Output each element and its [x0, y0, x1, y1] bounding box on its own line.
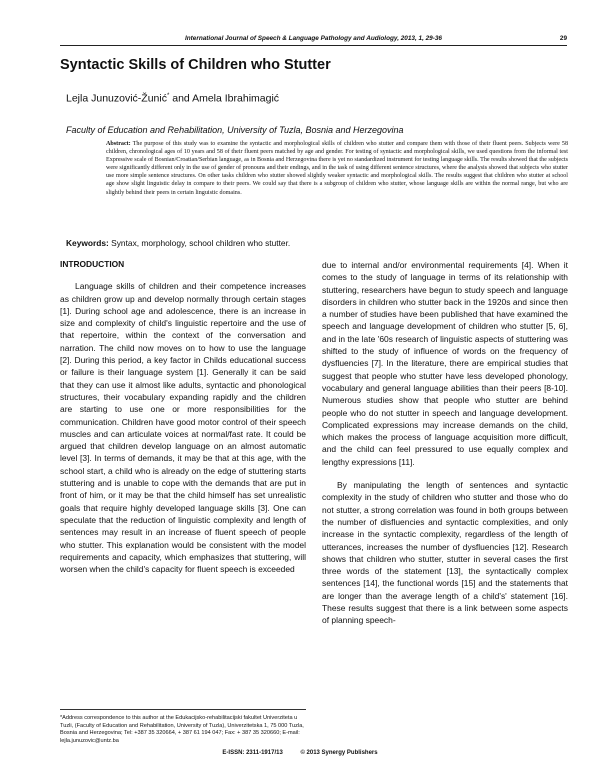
keywords-label: Keywords:: [66, 238, 109, 248]
abstract: [106, 140, 568, 197]
keywords: [66, 238, 290, 249]
body-paragraph: By manipulating the length of sentences and syntactic complexity in the study of children who stutter and those who do not stutter, a strong correlation was found in both groups between the number of disfluencies and syntactic complexities, and only increase in the syntactic complexity, regardless of the length of utterances, increases the number of dysfluencies [12]. Research shows that children who stutter, stutter in several cases the first three words of the statement [13], the syntactically complex sentences [14], the functional words [15] and the statements that are longer than the average length of a child's' statement [16]. These results suggest that there is a link between some aspects of planning speech-: [322, 480, 568, 626]
first-author: Lejla Junuzović-Žunić: [66, 92, 167, 105]
page-footer: [0, 750, 600, 756]
body-paragraph: Language skills of children and their competence increases as children grow up and develop normally through certain stages [1]. During school age and adolescence, there is an increase in size and complexity of child's linguistic repertoire and the use of that repertoire, within the context of the conversation and narration. The child now moves on to how to use the language [2]. During this period, a key factor in Childs educational success or failure is their language system [1]. Generally it can be said that they can use it almost like adults, syntactic and phonological structures, their vocabulary expanding rapidly and the children are starting to use one or more responsibilities for the communication. Children have good motor control of their speech muscles and can articulate voices at normal/fast rate. It could be argued that children develop language on an almost automatic level [3]. In terms of demands, it may be that at this age, with the school start, a child who is already on the edge of stuttering starts stuttering and is unable to cope with the demands that are put in front of him, or it may be that the child himself has set unrealistic goals that require highly developed language skills [3]. One can speculate that the reduction of linguistic complexity and length of sentences may result in an increase of fluent speech of people who stutter. This explanation would be consistent with the model requirements and capacity, which emphasizes that stuttering, will worsen when the child's capacity for fluent speech is exceeded: [60, 281, 306, 575]
abstract-text: The purpose of this study was to examine the syntactic and morphological skills of children who stutter and compare them with those of their fluent peers. Subjects were 58 children, chronological ages of 10 years and 58 of their fluent peers matched by age and gender. For testing of syntactic and morphological skills, we used questions from the informal test Expressive scale of Bosnian/Croatian/Serbian language, as in Bosnia and Herzegovina there is yet no standardized instrument for testing language skills. The results showed that the subjects were significantly different only in the use of gender of pronouns and their endings, and in the task of using different sentence structures, where the analysis showed that subjects who stutter use more simple sentence structures. On other tasks children who stutter showed slightly weaker syntactic and morphological skills. The results suggest that children who stutter at school age show slight linguistic delay in compare to their peers. We could say that there is a subgroup of children who stutter, whose language skills are within the normal range, but who are slightly behind their peers in certain linguistic domains.: [106, 141, 568, 196]
issn: E-ISSN: 2311-1917/13: [222, 750, 283, 756]
author-list: [66, 90, 279, 106]
paragraph-gap: [322, 468, 568, 479]
body-paragraph: due to internal and/or environmental requirements [4]. When it comes to the study of language in terms of its relationship with stuttering, researchers have begun to study speech and language disorders in children who stutter back in the 1920s and since then a number of studies have been published that have examined the speech and language development of children who stutter [5, 6], and in the late '60s research of linguistic aspects of stuttering was shifted to the study of influence of words on the frequency of dysfluencies [7]. In the literature, there are empirical studies that suggest that people who stutter have less developed phonology, vocabulary and general language abilities than their peers [8-10]. Numerous studies show that people who stutter are behind people who do not stutter in speech and language development. Complicated expressions may increase demands on the child, which makes the process of language acquisition more difficult, and the child can feel pressured to use equally complex and lengthy expressions [11].: [322, 260, 568, 467]
keywords-text: Syntax, morphology, school children who stutter.: [108, 238, 291, 248]
journal-citation: International Journal of Speech & Language Pathology and Audiology, 2013, 1, 29-36: [185, 35, 442, 42]
paper-title: Syntactic Skills of Children who Stutter: [60, 57, 331, 73]
section-heading-introduction: INTRODUCTION: [60, 259, 125, 269]
other-authors: and Amela Ibrahimagić: [169, 92, 280, 105]
left-column: [60, 258, 306, 575]
affiliation: Faculty of Education and Rehabilitation, University of Tuzla, Bosnia and Herzegovina: [66, 125, 404, 135]
corresponding-mark: *: [166, 93, 170, 99]
page-number: 29: [559, 35, 567, 42]
abstract-label: Abstract:: [106, 141, 131, 147]
copyright: © 2013 Synergy Publishers: [300, 750, 378, 756]
running-header: [60, 33, 567, 46]
correspondence-footnote: *Address correspondence to this author at the Edukacijsko-rehabilitacijski fakultet Univerziteta u Tuzli, (Faculty of Education and Rehabilitation, University of Tuzla), Univerzitetska 1, 75 000 Tuzla, Bosnia and Herzegovina; Tel: +387 35 320664, + 387 61 194 047; Fax: + 387 35 320660; E-mail: lejla.junuzovic@untz.ba: [60, 709, 306, 745]
right-column: [322, 259, 568, 627]
